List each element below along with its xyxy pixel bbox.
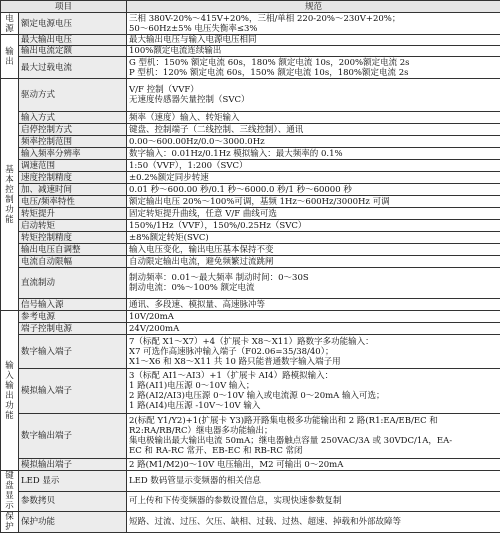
row-label: 启动转矩 (19, 220, 127, 232)
row-label: 数字输入端子 (19, 335, 127, 369)
table-row (1, 323, 500, 335)
row-value: 24V/200mA (127, 323, 500, 335)
row-label: 速度控制精度 (19, 172, 127, 184)
row-label: 电流自动限幅 (19, 256, 127, 268)
row-value: 7（标配 X1～X7）+4（扩展卡 X8～X11）路数字多功能输入： X7 可选作高速脉冲输入端子（F02.06=35/38/40）； X1～X6 和 X8～X11 共 10 路只能普通数字输入端子用 (127, 335, 500, 369)
row-label: 最大输出电压 (19, 35, 127, 46)
row-label: 模拟输出端子 (19, 459, 127, 471)
table-row (1, 369, 500, 414)
row-value: 制动频率：0.01～最大频率 制动时间：0～30S 制动电流：0%～100% 额定电流 (127, 268, 500, 299)
table-row (1, 79, 500, 112)
row-label: 输入频率分辨率 (19, 148, 127, 160)
row-value: 键盘、控制端子（二线控制、三线控制）、通讯 (127, 124, 500, 136)
table-row (1, 299, 500, 311)
table-row (1, 35, 500, 46)
row-value: ±8%额定转矩(SVC) (127, 232, 500, 244)
table-row (1, 172, 500, 184)
table-row (1, 148, 500, 160)
row-value: 固定转矩提升曲线，任意 V/F 曲线可选 (127, 208, 500, 220)
table-row (1, 459, 500, 471)
row-value: 频率（速度）输入、转矩输入 (127, 112, 500, 124)
row-label: 模拟输入端子 (19, 369, 127, 414)
row-label: 保护功能 (19, 512, 127, 533)
header-item: 项目 (1, 1, 127, 13)
row-label: 端子控制电源 (19, 323, 127, 335)
table-row (1, 491, 500, 512)
row-value: 0.01 秒～600.00 秒/0.1 秒～6000.0 秒/1 秒～60000 秒 (127, 184, 500, 196)
row-value: 可上传和下传变频器的参数设置信息，实现快速参数复制 (127, 491, 500, 512)
table-row (1, 244, 500, 256)
table-row (1, 46, 500, 57)
row-value: G 型机：150% 额定电流 60s，180% 额定电流 10s，200%额定电流 2s P 型机：120% 额定电流 60s，150% 额定电流 10s，180%额定电流 2s (127, 57, 500, 79)
row-value: 2(标配 Y1/Y2)+1(扩展卡 Y3)路开路集电极多功能输出和 2 路(R1:EA/EB/EC 和 R2:RA/RB/RC）继电器多功能输出； 集电极输出最大输出电流 50mA；继电器触点容量 250VAC/3A 或 30VDC/1A，EA- EC 和 RA-RC 常开、EB-EC 和 RB-RC 常闭 (127, 414, 500, 459)
table-row (1, 268, 500, 299)
table-row (1, 256, 500, 268)
row-label: 最大过载电流 (19, 57, 127, 79)
table-row (1, 220, 500, 232)
table-row (1, 160, 500, 172)
table-row (1, 208, 500, 220)
row-value: 0.00～600.00Hz/0.0～3000.0Hz (127, 136, 500, 148)
row-label: 调速范围 (19, 160, 127, 172)
row-label: 转矩提升 (19, 208, 127, 220)
table-row (1, 136, 500, 148)
row-value: 通讯、多段速、模拟量、高速脉冲等 (127, 299, 500, 311)
table-row (1, 232, 500, 244)
row-label: 参考电源 (19, 311, 127, 323)
row-label: 启停控制方式 (19, 124, 127, 136)
table-row (1, 471, 500, 492)
table-row (1, 512, 500, 533)
category-power: 电源 (1, 13, 19, 35)
row-value: 短路、过流、过压、欠压、缺相、过载、过热、超速、掉载和外部故障等 (127, 512, 500, 533)
row-label: LED 显示 (19, 471, 127, 492)
row-value: 自动限定输出电流，避免频繁过流跳闸 (127, 256, 500, 268)
row-value: 额定输出电压 20%～100%可调，基频 1Hz～600Hz/3000Hz 可调 (127, 196, 500, 208)
table-row (1, 335, 500, 369)
table-row (1, 184, 500, 196)
row-label: 驱动方式 (19, 79, 127, 112)
row-label: 输出电压自调整 (19, 244, 127, 256)
row-value: 2 路(M1/M2)0～10V 电压输出，M2 可输出 0～20mA (127, 459, 500, 471)
table-row (1, 13, 500, 35)
row-value: 1:50（VVF），1:200（SVC） (127, 160, 500, 172)
row-label: 参数拷贝 (19, 491, 127, 512)
row-label: 频率控制范围 (19, 136, 127, 148)
row-label: 直流制动 (19, 268, 127, 299)
row-value: 输入电压变化，输出电压基本保持不变 (127, 244, 500, 256)
row-value: 100%额定电流连续输出 (127, 46, 500, 57)
row-value: 三相 380V-20%～415V+20%，三相/单相 220-20%～230V+20%； 50～60Hz±5% 电压失衡率≤3% (127, 13, 500, 35)
row-label: 转矩控制精度 (19, 232, 127, 244)
category-io: 输入输出功能 (1, 311, 19, 471)
table-row (1, 57, 500, 79)
table-row (1, 311, 500, 323)
row-value: 10V/20mA (127, 311, 500, 323)
row-label: 输入方式 (19, 112, 127, 124)
row-label: 数字输出端子 (19, 414, 127, 459)
row-label: 电压/频率特性 (19, 196, 127, 208)
table-row (1, 112, 500, 124)
table-row (1, 414, 500, 459)
category-keyboard: 键盘显示 (1, 471, 19, 512)
row-label: 额定电源电压 (19, 13, 127, 35)
row-label: 加、减速时间 (19, 184, 127, 196)
table-row (1, 196, 500, 208)
row-value: V/F 控制（VVF） 无速度传感器矢量控制（SVC） (127, 79, 500, 112)
row-value: 3（标配 AI1～AI3）+1（扩展卡 AI4）路模拟输入： 1 路(AI1)电压源 0～10V 输入； 2 路(AI2/AI3)电压源 0～10V 输入或电流源 0～20mA 输入可选； 1 路(AI4)电压源 -10V～10V 输入 (127, 369, 500, 414)
row-value: 最大输出电压与输入电源电压相同 (127, 35, 500, 46)
header-row (1, 1, 500, 13)
row-value: 150%/1Hz（VVF），150%/0.25Hz（SVC） (127, 220, 500, 232)
row-value: ±0.2%额定同步转速 (127, 172, 500, 184)
category-control: 基本控制功能 (1, 79, 19, 311)
category-protect: 保护 (1, 512, 19, 533)
row-value: 数字输入：0.01Hz/0.1Hz 模拟输入：最大频率的 0.1% (127, 148, 500, 160)
table-row (1, 124, 500, 136)
row-label: 输出电流定额 (19, 46, 127, 57)
header-spec: 规范 (127, 1, 500, 13)
category-output: 输出 (1, 35, 19, 79)
row-value: LED 数码管显示变频器的相关信息 (127, 471, 500, 492)
row-label: 信号输入源 (19, 299, 127, 311)
